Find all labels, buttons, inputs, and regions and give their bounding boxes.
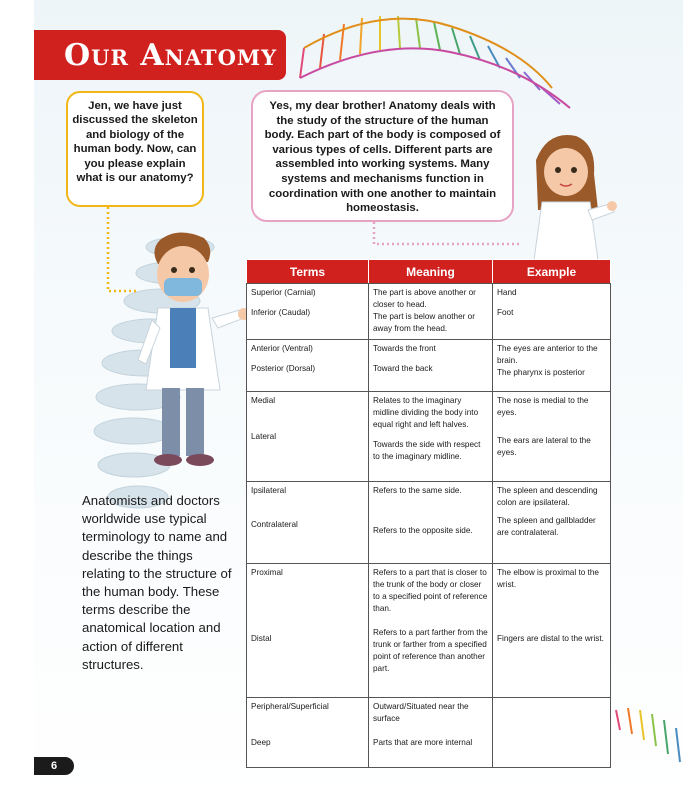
speech-bubble-girl xyxy=(251,90,514,222)
example: The elbow is proximal to the wrist. xyxy=(497,568,599,589)
terms-cell xyxy=(247,564,369,698)
term: Medial xyxy=(251,396,276,405)
dna-helix-bottom xyxy=(610,700,683,770)
example: The ears are lateral to the eyes. xyxy=(497,436,591,457)
terms-cell xyxy=(247,482,369,564)
example: The spleen and descending colon are ipsilateral. xyxy=(497,486,598,507)
terms-cell xyxy=(247,698,369,768)
example: The spleen and gallbladder are contralateral. xyxy=(497,516,596,537)
meaning-cell xyxy=(369,482,493,564)
term: Inferior (Caudal) xyxy=(251,308,311,317)
term: Deep xyxy=(251,738,271,747)
example: The eyes are anterior to the brain. xyxy=(497,344,598,365)
table-row xyxy=(247,340,611,392)
meaning: The part is below another or away from the head. xyxy=(373,312,475,333)
page-number: 6 xyxy=(34,757,74,775)
term: Lateral xyxy=(251,432,277,441)
terms-cell xyxy=(247,392,369,482)
meaning-cell xyxy=(369,284,493,340)
meaning-cell xyxy=(369,698,493,768)
meaning: Refers to a part farther from the trunk or farther from a specified point of reference than another part. xyxy=(373,628,488,673)
term: Anterior (Ventral) xyxy=(251,344,313,353)
header-example: Example xyxy=(493,260,611,284)
table-row xyxy=(247,482,611,564)
table-row xyxy=(247,698,611,768)
bubble-connector-right xyxy=(370,220,530,250)
meaning: Outward/Situated near the surface xyxy=(373,702,469,723)
boy-doctor-illustration xyxy=(128,230,258,475)
girl-doctor-illustration xyxy=(518,130,618,260)
meaning: Towards the side with respect to the imaginary midline. xyxy=(373,440,481,461)
example: Fingers are distal to the wrist. xyxy=(497,634,604,643)
page-title: Our Anatomy xyxy=(64,37,278,73)
speech-bubble-girl-text: Yes, my dear brother! Anatomy deals with the study of the structure of the human body. Each part of the body is composed of various types of cells. Different parts are assembled into working systems. Many systems and mechanisms function in coordination with one another to maintain homeostasis. xyxy=(264,100,501,215)
meaning-cell xyxy=(369,340,493,392)
example-cell xyxy=(493,284,611,340)
meaning: Toward the back xyxy=(373,364,433,373)
example-cell xyxy=(493,340,611,392)
left-margin xyxy=(0,0,34,800)
example: Hand xyxy=(497,288,517,297)
meaning: Refers to the same side. xyxy=(373,486,462,495)
speech-bubble-boy-text: Jen, we have just discussed the skeleton and biology of the human body. Now, can you please explain what is our anatomy? xyxy=(72,100,198,185)
anatomy-terms-table xyxy=(246,259,611,768)
example: The nose is medial to the eyes. xyxy=(497,396,589,417)
example-cell xyxy=(493,698,611,768)
term: Contralateral xyxy=(251,520,298,529)
term: Ipsilateral xyxy=(251,486,287,495)
meaning-cell xyxy=(369,392,493,482)
meaning-cell xyxy=(369,564,493,698)
speech-bubble-boy xyxy=(66,91,204,207)
meaning: Refers to a part that is closer to the trunk of the body or closer to a specified point of reference than. xyxy=(373,568,488,613)
table-header-row xyxy=(247,260,611,284)
meaning: The part is above another or closer to head. xyxy=(373,288,476,309)
example-cell xyxy=(493,392,611,482)
table-row xyxy=(247,564,611,698)
term: Posterior (Dorsal) xyxy=(251,364,316,373)
meaning: Parts that are more internal xyxy=(373,738,473,747)
title-banner xyxy=(34,30,286,80)
terms-cell xyxy=(247,340,369,392)
header-meaning: Meaning xyxy=(369,260,493,284)
meaning: Refers to the opposite side. xyxy=(373,526,473,535)
table-row xyxy=(247,392,611,482)
table-row xyxy=(247,284,611,340)
term: Peripheral/Superficial xyxy=(251,702,329,711)
example-cell xyxy=(493,564,611,698)
term: Proximal xyxy=(251,568,283,577)
term: Distal xyxy=(251,634,272,643)
example: The pharynx is posterior xyxy=(497,368,585,377)
header-terms: Terms xyxy=(247,260,369,284)
meaning: Relates to the imaginary midline dividing the body into equal right and left halves. xyxy=(373,396,479,429)
intro-paragraph: Anatomists and doctors worldwide use typical terminology to name and describe the things relating to the structure of the human body. These terms describe the anatomical location and action of different structures. xyxy=(82,493,232,672)
meaning: Towards the front xyxy=(373,344,436,353)
example-cell xyxy=(493,482,611,564)
example: Foot xyxy=(497,308,514,317)
term: Superior (Carnial) xyxy=(251,288,316,297)
terms-cell xyxy=(247,284,369,340)
